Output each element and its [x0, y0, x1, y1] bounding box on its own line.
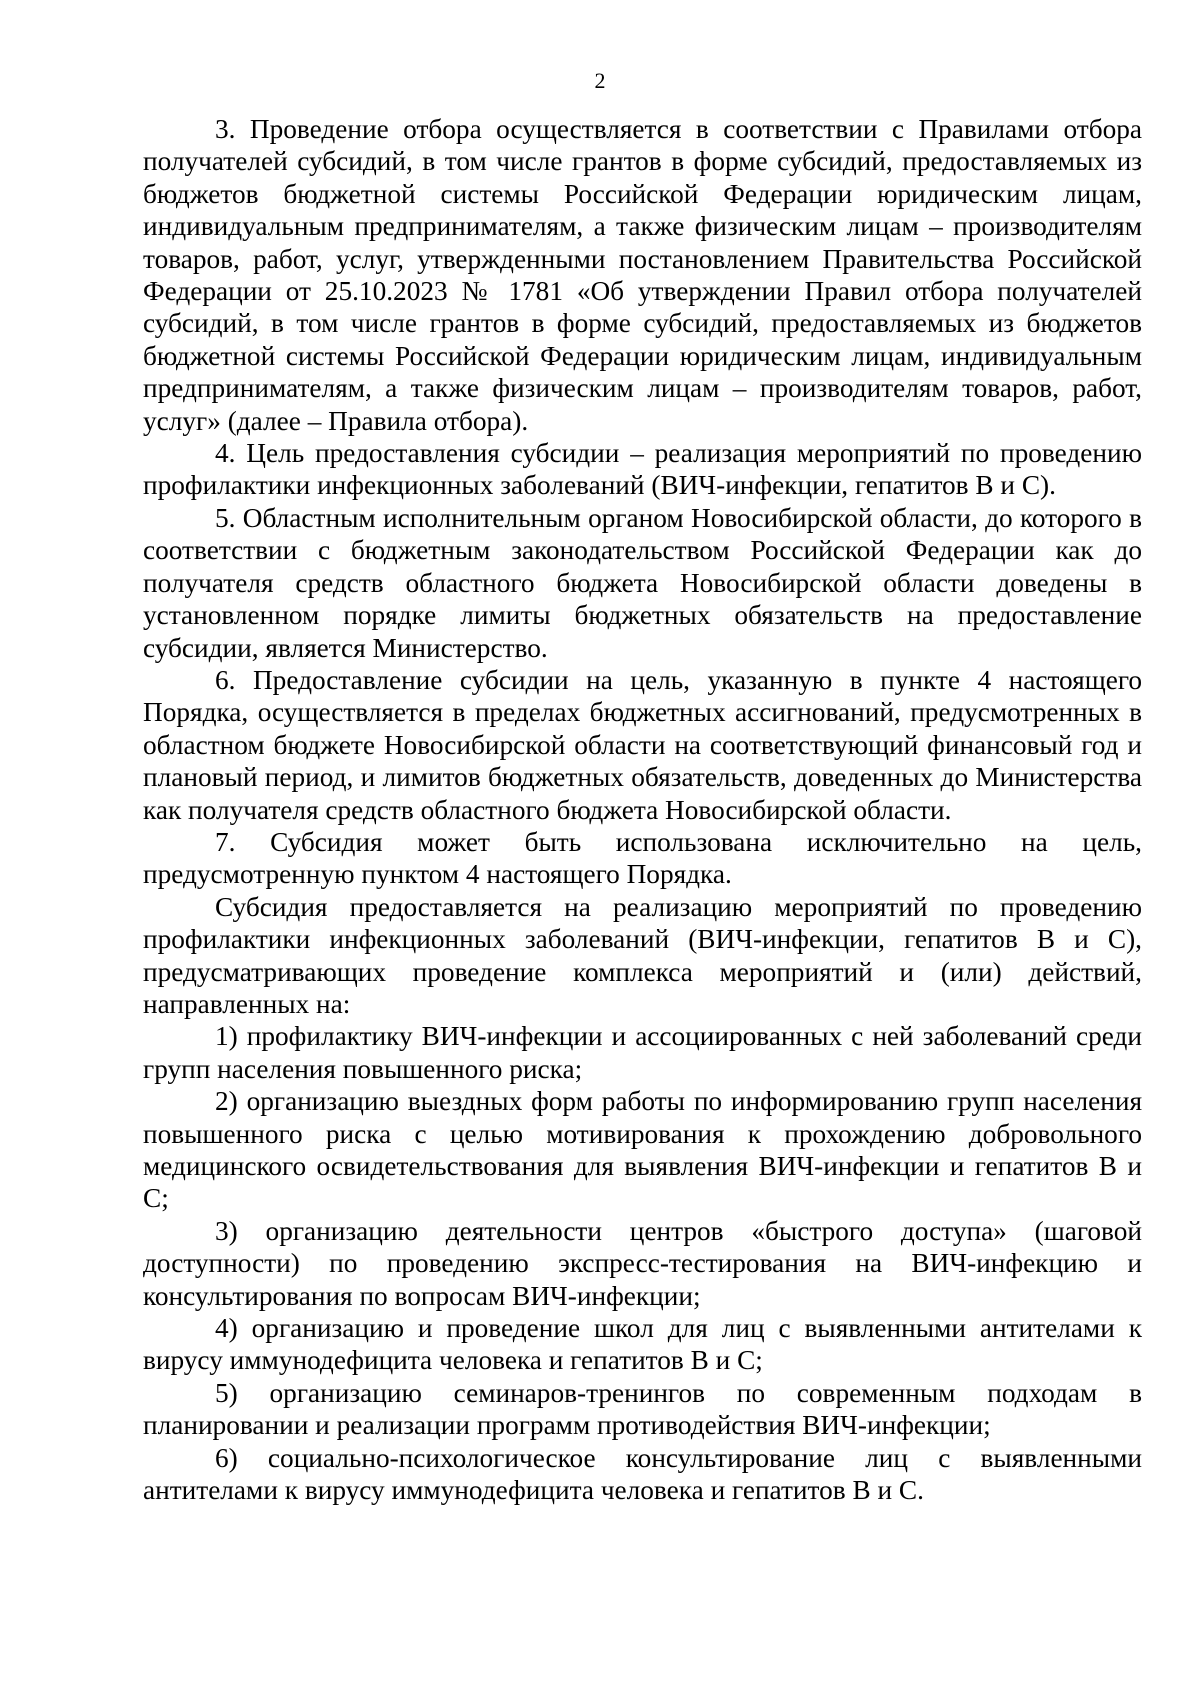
list-item-1: 1) профилактику ВИЧ-инфекции и ассоциированных с ней заболеваний среди групп населения повышенного риска;: [143, 1021, 1142, 1084]
list-item-3: 3) организацию деятельности центров «быстрого доступа» (шаговой доступности) по проведению экспресс-тестирования на ВИЧ-инфекцию и консультирования по вопросам ВИЧ-инфекции;: [143, 1215, 1142, 1311]
paragraph-item-7: 7. Субсидия может быть использована исключительно на цель, предусмотренную пунктом 4 настоящего Порядка.: [143, 826, 1142, 890]
paragraph-subsidy-purpose: Субсидия предоставляется на реализацию мероприятий по проведению профилактики инфекционных заболеваний (ВИЧ-инфекции, гепатитов В и С), предусматривающих проведение комплекса мероприятий и (или) действий, направленных на:: [143, 891, 1142, 1019]
list-item-2: 2) организацию выездных форм работы по информированию групп населения повышенного риска с целью мотивирования к прохождению добровольного медицинского освидетельствования для выявления ВИЧ-инфекции и гепатитов В и С;: [143, 1086, 1142, 1214]
list-item-5: 5) организацию семинаров-тренингов по современным подходам в планировании и реализации программ противодействия ВИЧ-инфекции;: [143, 1377, 1142, 1441]
list-item-4: 4) организацию и проведение школ для лиц с выявленными антителами к вирусу иммунодефицита человека и гепатитов В и С;: [143, 1313, 1142, 1376]
paragraph-item-6: 6. Предоставление субсидии на цель, указанную в пункте 4 настоящего Порядка, осуществляется в пределах бюджетных ассигнований, предусмотренных в областном бюджете Новосибирской области на соответствующий финансовый год и плановый период, и лимитов бюджетных обязательств, доведенных до Министерства как получателя средств областного бюджета Новосибирской области.: [143, 664, 1142, 825]
paragraph-item-5: 5. Областным исполнительным органом Новосибирской области, до которого в соответствии с бюджетным законодательством Российской Федерации как до получателя средств областного бюджета Новосибирской области доведены в установленном порядке лимиты бюджетных обязательств на предоставление субсидии, является Министерство.: [143, 502, 1142, 663]
document-body: [143, 113, 1142, 1506]
page-number: 2: [594, 68, 606, 93]
list-item-6: 6) социально-психологическое консультирование лиц с выявленными антителами к вирусу иммунодефицита человека и гепатитов В и С.: [143, 1442, 1142, 1506]
paragraph-item-3: 3. Проведение отбора осуществляется в соответствии с Правилами отбора получателей субсидий, в том числе грантов в форме субсидий, предоставляемых из бюджетов бюджетной системы Российской Федерации юридическим лицам, индивидуальным предпринимателям, а также физическим лицам – производителям товаров, работ, услуг, утвержденными постановлением Правительства Российской Федерации от 25.10.2023 № 1781 «Об утверждении Правил отбора получателей субсидий, в том числе грантов в форме субсидий, предоставляемых из бюджетов бюджетной системы Российской Федерации юридическим лицам, индивидуальным предпринимателям, а также физическим лицам – производителям товаров, работ, услуг» (далее – Правила отбора).: [143, 114, 1142, 436]
paragraph-item-4: 4. Цель предоставления субсидии – реализация мероприятий по проведению профилактики инфекционных заболеваний (ВИЧ-инфекции, гепатитов В и С).: [143, 438, 1142, 501]
